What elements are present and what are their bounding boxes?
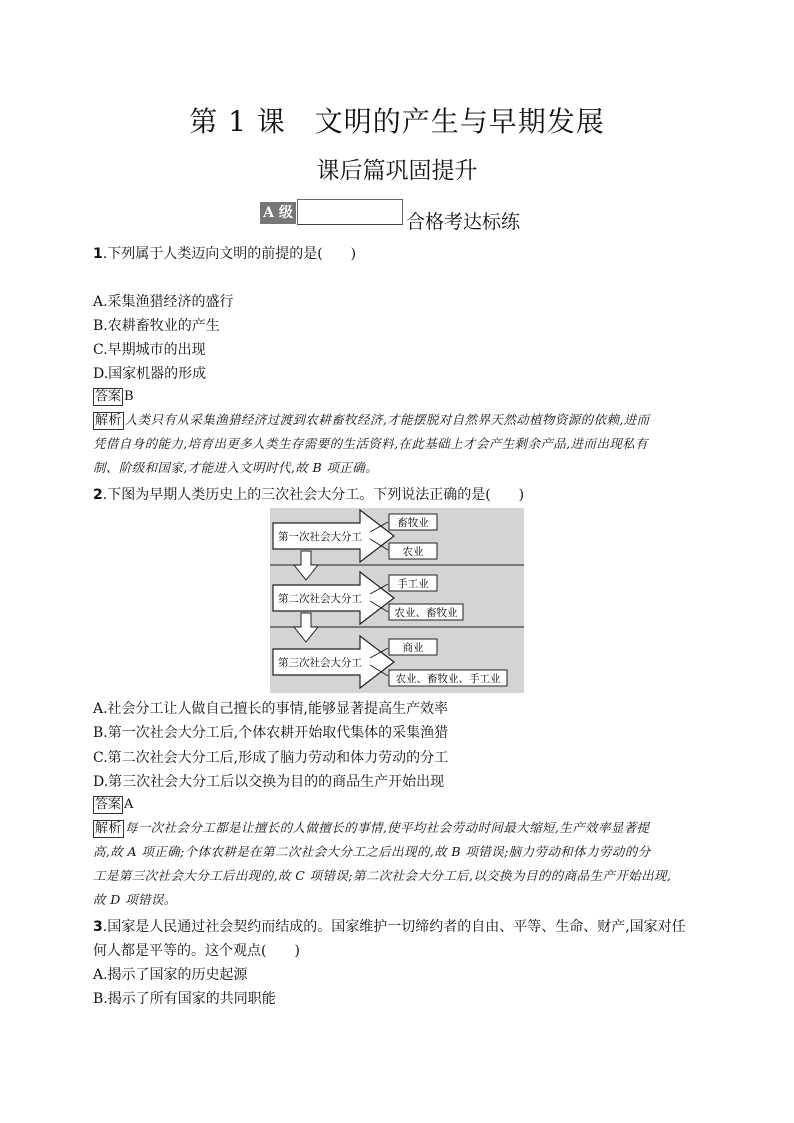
analysis-line: 凭借自身的能力,培育出更多人类生存需要的生活资料,在此基础上才会产生剩余产品,进而出现私有 — [93, 436, 648, 451]
down-arrow-icon — [294, 551, 318, 580]
stage-label: 第三次社会大分工 — [278, 657, 362, 669]
q2-analysis — [93, 816, 703, 912]
q1-answer — [93, 388, 134, 406]
answer-tag: 答案 — [95, 389, 122, 404]
q2-option-c: C.第二次社会大分工后,形成了脑力劳动和体力劳动的分工 — [93, 750, 449, 766]
q1-option-c: C.早期城市的出现 — [93, 342, 206, 358]
analysis-line: 工是第三次社会大分工后出现的,故 C 项错误;第二次社会大分工后,以交换为目的的商品生产开始出现, — [93, 868, 672, 883]
q2-answer — [93, 796, 133, 814]
question-2-stem — [93, 484, 524, 504]
outcome-label: 手工业 — [397, 578, 429, 590]
analysis-line: 解析 每一次社会分工都是让擅长的人做擅长的事情,使平均社会劳动时间最大缩短,生产效率显著提 — [95, 820, 650, 836]
question-3-stem — [93, 916, 686, 936]
down-arrow-icon — [294, 613, 318, 642]
page-title: 第 1 课 文明的产生与早期发展 — [189, 105, 605, 138]
answer-value: B — [124, 389, 134, 404]
stage-1 — [273, 510, 437, 562]
question-stem-text: .下列属于人类迈向文明的前提的是( ) — [102, 246, 357, 262]
division-of-labor-diagram — [270, 508, 524, 693]
analysis-tag: 解析 — [95, 413, 122, 428]
q3-option-b: B.揭示了所有国家的共同职能 — [93, 991, 276, 1007]
question-1-stem — [93, 243, 356, 263]
q1-option-d: D.国家机器的形成 — [93, 366, 207, 382]
level-text: 合格考达标练 — [406, 211, 521, 233]
question-number: 2 — [93, 487, 103, 503]
stage-3 — [273, 636, 507, 688]
question-number: 3 — [93, 919, 103, 935]
page-subtitle: 课后篇巩固提升 — [316, 158, 478, 184]
q1-option-a: A.采集渔猎经济的盛行 — [93, 294, 234, 310]
analysis-tag: 解析 — [95, 821, 122, 836]
question-number: 1 — [93, 246, 103, 262]
q3-option-a: A.揭示了国家的历史起源 — [93, 967, 248, 983]
q1-analysis — [93, 408, 703, 480]
outcome-label: 农业、畜牧业、手工业 — [395, 673, 501, 685]
outcome-label: 畜牧业 — [397, 517, 429, 529]
stage-label: 第一次社会大分工 — [278, 531, 362, 543]
analysis-line: 解析 人类只有从采集渔猎经济过渡到农耕畜牧经济,才能摆脱对自然界天然动植物资源的依赖,进而 — [95, 412, 650, 428]
question-stem-text: .下图为早期人类历史上的三次社会大分工。下列说法正确的是( ) — [102, 487, 525, 503]
question-3-stem-line-2: 何人都是平等的。这个观点( ) — [93, 943, 300, 959]
outcome-label: 农业 — [402, 546, 424, 558]
level-badge: A 级 — [260, 202, 296, 224]
stage-label: 第二次社会大分工 — [278, 593, 362, 605]
outcome-label: 商业 — [402, 642, 424, 654]
analysis-line: 高,故 A 项正确;个体农耕是在第二次社会大分工之后出现的,故 B 项错误;脑力劳动和体力劳动的分 — [93, 844, 651, 859]
q2-option-d: D.第三次社会大分工后以交换为目的的商品生产开始出现 — [93, 774, 445, 790]
analysis-line: 故 D 项错误。 — [93, 892, 177, 907]
answer-tag: 答案 — [95, 797, 122, 812]
q1-option-b: B.农耕畜牧业的产生 — [93, 318, 220, 334]
question-stem-text: .国家是人民通过社会契约而结成的。国家维护一切缔约者的自由、平等、生命、财产,国家对任 — [102, 919, 686, 935]
q2-option-b: B.第一次社会大分工后,个体农耕开始取代集体的采集渔猎 — [93, 725, 449, 741]
answer-value: A — [124, 797, 134, 812]
level-blank-box — [297, 199, 403, 225]
q2-option-a: A.社会分工让人做自己擅长的事情,能够显著提高生产效率 — [93, 701, 449, 717]
analysis-line: 制、阶级和国家,才能进入文明时代,故 B 项正确。 — [93, 460, 379, 475]
outcome-label: 农业、畜牧业 — [394, 607, 458, 619]
